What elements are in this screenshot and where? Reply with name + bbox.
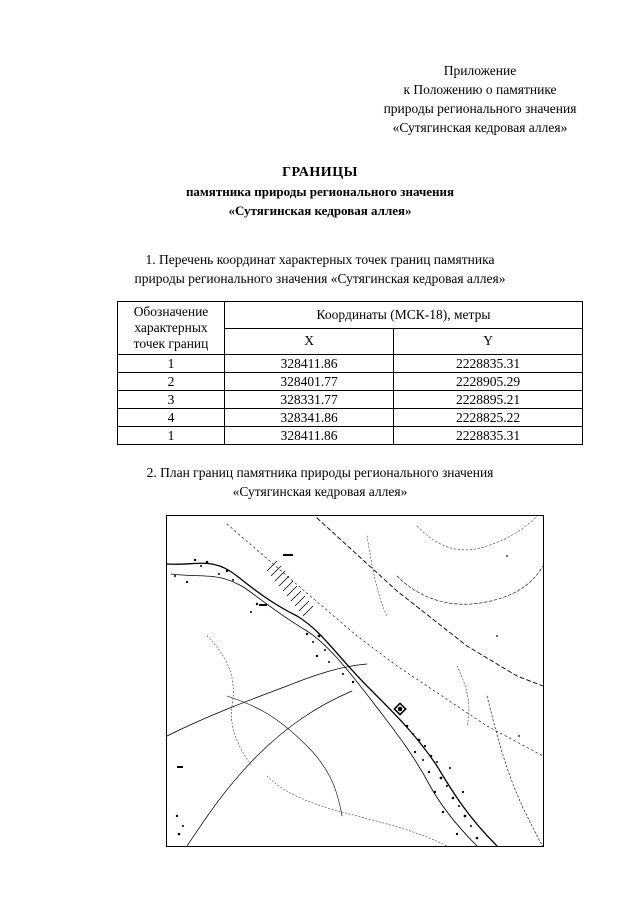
map-road-line <box>167 664 367 736</box>
header-coordinates: Координаты (МСК-18), метры <box>225 302 583 329</box>
section-1-heading <box>0 250 640 288</box>
cell-y: 2228825.22 <box>394 409 583 427</box>
map-monument-marker <box>394 703 405 714</box>
appendix-line-2: к Положению о памятнике <box>403 82 557 97</box>
coordinates-table <box>117 301 583 445</box>
cell-x: 328411.86 <box>225 355 394 373</box>
map-river-line <box>171 574 477 846</box>
header-designation-line-1: Обозначение <box>133 304 209 319</box>
table-row <box>118 373 583 391</box>
cell-y: 2228835.31 <box>394 427 583 445</box>
table-row <box>118 355 583 373</box>
document-title <box>0 163 640 220</box>
cell-point: 1 <box>118 355 225 373</box>
header-x: X <box>225 328 394 355</box>
map-road-line <box>397 566 543 604</box>
section-1-line-1: 1. Перечень координат характерных точек границ памятника <box>145 252 495 267</box>
map-dashed-boundary <box>317 518 543 686</box>
map-settlement-hatching <box>267 561 313 616</box>
cell-point: 4 <box>118 409 225 427</box>
cell-y: 2228905.29 <box>394 373 583 391</box>
header-designation-line-3: точек границ <box>133 336 209 351</box>
cell-y: 2228895.21 <box>394 391 583 409</box>
map-label-marks <box>177 554 293 768</box>
map-drawing <box>167 516 543 846</box>
section-2-line-2: «Сутягинская кедровая аллея» <box>232 484 408 499</box>
map-road-line <box>417 516 537 550</box>
title-subtitle-2: «Сутягинская кедровая аллея» <box>228 203 412 218</box>
header-y: Y <box>394 328 583 355</box>
table-row <box>118 391 583 409</box>
header-designation <box>118 302 225 355</box>
appendix-line-3: природы регионального значения <box>383 101 577 116</box>
map-dashed-boundary <box>227 524 543 756</box>
cell-point: 2 <box>118 373 225 391</box>
map-road-line <box>487 696 543 846</box>
table-row <box>118 427 583 445</box>
map-stream-line <box>367 536 387 616</box>
map-stream-line <box>207 636 252 766</box>
section-2-heading <box>0 463 640 501</box>
cell-x: 328411.86 <box>225 427 394 445</box>
cell-x: 328401.77 <box>225 373 394 391</box>
map-stream-line <box>267 776 447 846</box>
title-subtitle-1: памятника природы регионального значения <box>185 184 455 199</box>
header-designation-line-2: характерных <box>134 320 208 335</box>
cell-y: 2228835.31 <box>394 355 583 373</box>
cell-x: 328341.86 <box>225 409 394 427</box>
boundary-plan-map <box>166 515 544 847</box>
map-road-line <box>227 696 342 816</box>
cell-point: 3 <box>118 391 225 409</box>
section-2-line-1: 2. План границ памятника природы регионального значения <box>146 465 494 480</box>
appendix-line-1: Приложение <box>443 63 517 78</box>
section-1-line-2: природы регионального значения «Сутягинская кедровая аллея» <box>134 271 506 286</box>
table-row <box>118 409 583 427</box>
appendix-header <box>350 61 610 137</box>
title-main: ГРАНИЦЫ <box>282 165 358 180</box>
cell-x: 328331.77 <box>225 391 394 409</box>
appendix-line-4: «Сутягинская кедровая аллея» <box>392 120 568 135</box>
cell-point: 1 <box>118 427 225 445</box>
map-stream-line <box>457 666 469 726</box>
map-road-line <box>187 691 352 846</box>
